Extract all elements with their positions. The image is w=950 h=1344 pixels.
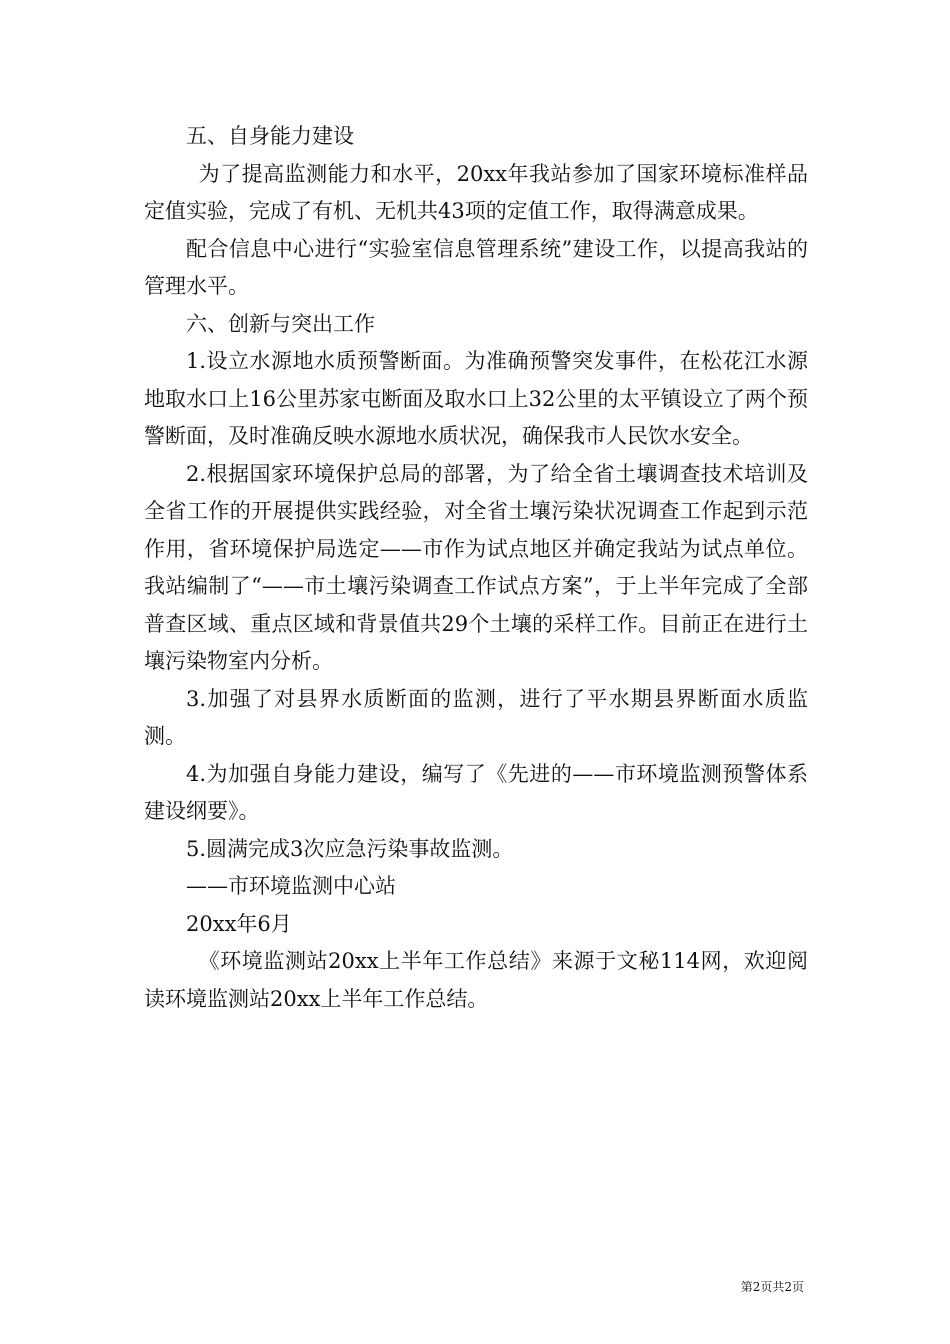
section-heading-five: 五、自身能力建设 [186,124,354,148]
document-body [144,118,808,1018]
paragraph-item-4: 4.为加强自身能力建设，编写了《先进的——市环境监测预警体系建设纲要》。 [144,761,808,823]
paragraph-info-system: 配合信息中心进行“实验室信息管理系统”建设工作，以提高我站的管理水平。 [144,236,808,298]
paragraph-item-2: 2.根据国家环境保护总局的部署，为了给全省土壤调查技术培训及全省工作的开展提供实践经验，对全省土壤污染状况调查工作起到示范作用，省环境保护局选定——市作为试点地区并确定我站为试点单位。我站编制了“——市土壤污染调查工作试点方案”，于上半年完成了全部普查区域、重点区域和背景值共29个土壤的采样工作。目前正在进行土壤污染物室内分析。 [144,461,808,673]
page-number: 第2页共2页 [740,1280,804,1294]
signature-date: 20xx年6月 [186,911,292,936]
paragraph-item-3: 3.加强了对县界水质断面的监测，进行了平水期县界断面水质监测。 [144,686,808,748]
section-heading-six: 六、创新与突出工作 [186,311,375,336]
signature-organization: ——市环境监测中心站 [186,874,396,898]
paragraph-capability: 为了提高监测能力和水平，20xx年我站参加了国家环境标准样品定值实验，完成了有机、无机共43项的定值工作，取得满意成果。 [144,161,808,223]
paragraph-item-5: 5.圆满完成3次应急污染事故监测。 [186,836,514,861]
paragraph-item-1: 1.设立水源地水质预警断面。为准确预警突发事件，在松花江水源地取水口上16公里苏家屯断面及取水口上32公里的太平镇设立了两个预警断面，及时准确反映水源地水质状况，确保我市人民饮水安全。 [144,349,808,448]
source-note: 《环境监测站20xx上半年工作总结》来源于文秘114网，欢迎阅读环境监测站20xx上半年工作总结。 [144,949,808,1011]
